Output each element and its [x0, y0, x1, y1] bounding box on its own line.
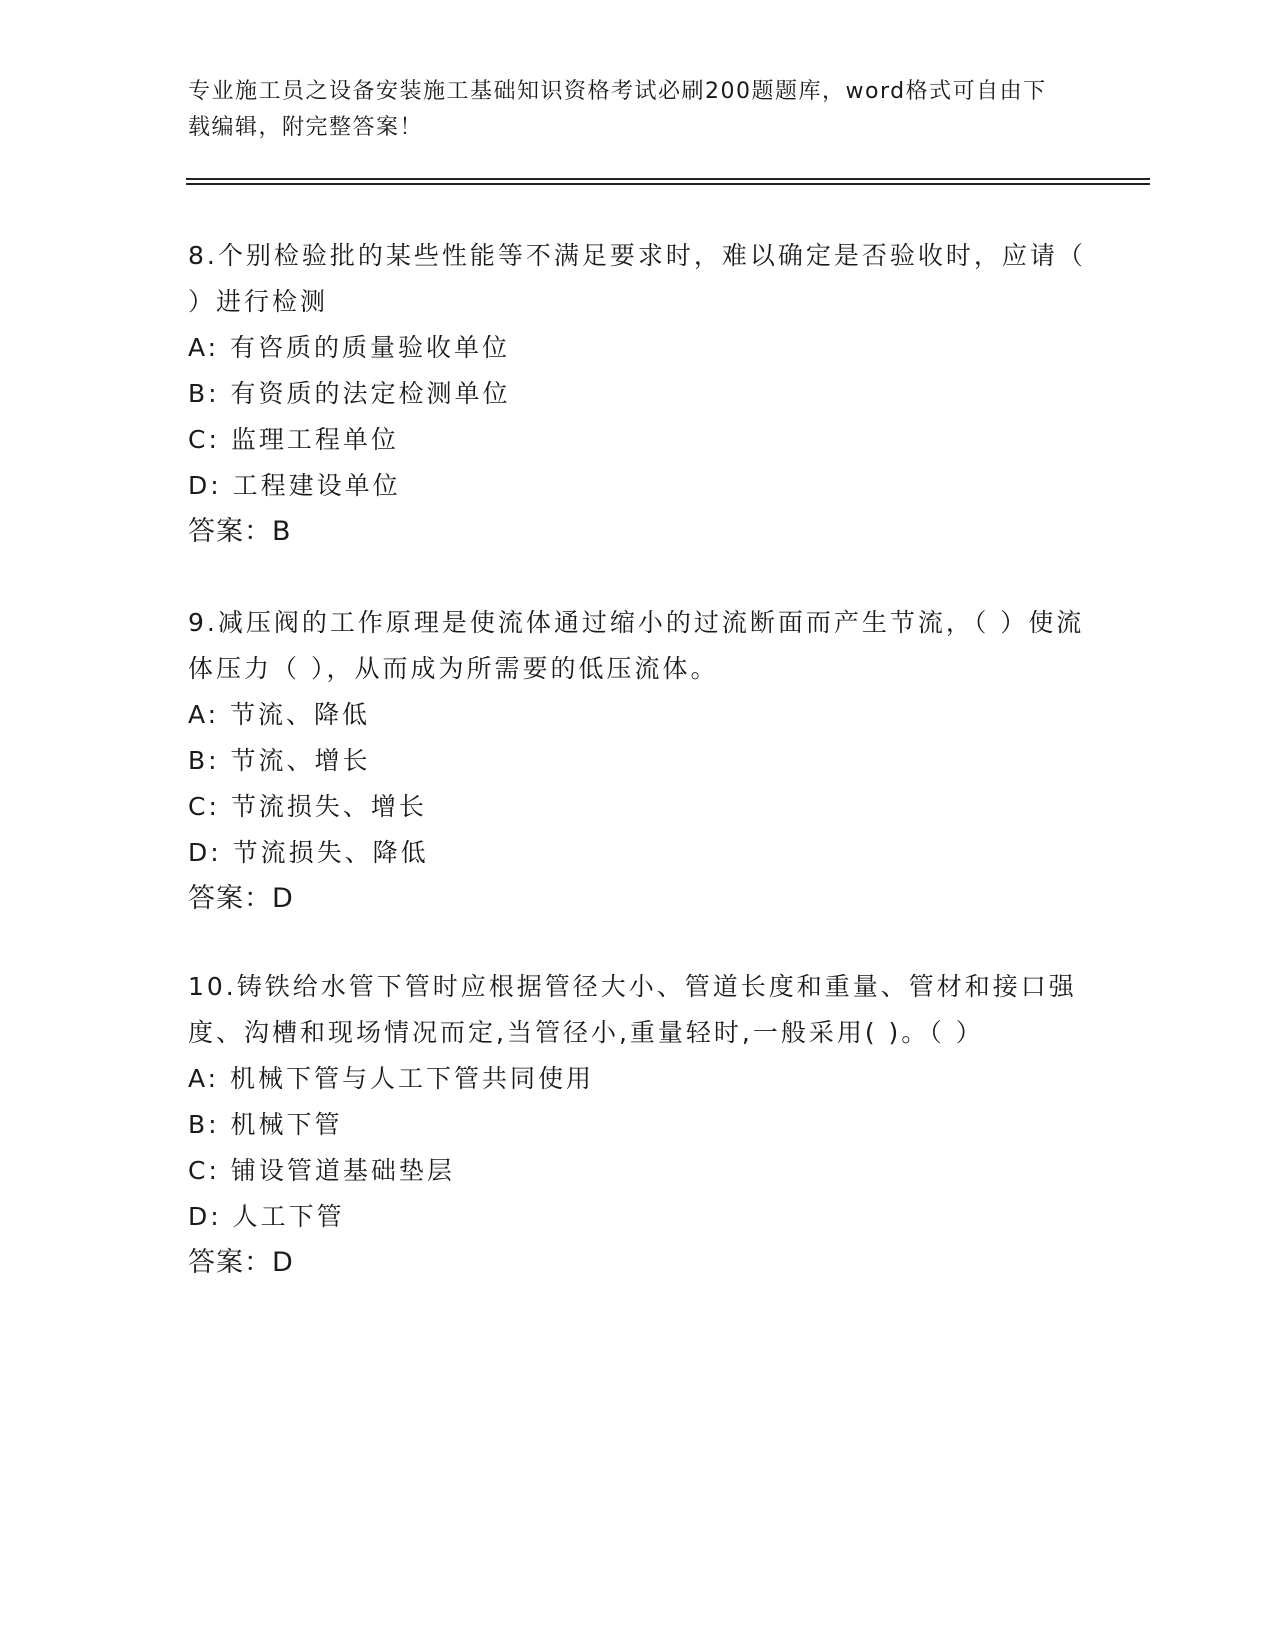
option-d: D: 人工下管 [188, 1202, 345, 1231]
question-text: 8.个别检验批的某些性能等不满足要求时，难以确定是否验收时，应请（ ）进行检测 [188, 241, 1086, 316]
answer: 答案：D [188, 1247, 294, 1278]
header-divider-bottom [186, 183, 1150, 185]
option-c: C: 监理工程单位 [188, 425, 399, 454]
option-d: D: 节流损失、降低 [188, 838, 429, 867]
option-b: B: 机械下管 [188, 1110, 343, 1139]
document-header: 专业施工员之设备安装施工基础知识资格考试必刷200题题库，word格式可自由下载编辑，附完整答案！ [188, 79, 1047, 140]
question-9 [188, 600, 1088, 922]
question-8 [188, 233, 1088, 555]
option-c: C: 铺设管道基础垫层 [188, 1156, 455, 1185]
answer: 答案：B [188, 516, 292, 547]
header-divider-top [186, 178, 1150, 180]
option-c: C: 节流损失、增长 [188, 792, 427, 821]
question-text: 9.减压阀的工作原理是使流体通过缩小的过流断面而产生节流，（ ）使流体压力（ ），从而成为所需要的低压流体。 [188, 608, 1085, 683]
option-a: A: 节流、降低 [188, 700, 371, 729]
option-b: B: 有资质的法定检测单位 [188, 379, 511, 408]
answer: 答案：D [188, 883, 294, 914]
option-d: D: 工程建设单位 [188, 471, 401, 500]
question-text: 10.铸铁给水管下管时应根据管径大小、管道长度和重量、管材和接口强度、沟槽和现场情况而定,当管径小,重量轻时,一般采用( )。（ ） [188, 972, 1077, 1047]
option-b: B: 节流、增长 [188, 746, 371, 775]
question-10 [188, 964, 1088, 1286]
option-a: A: 机械下管与人工下管共同使用 [188, 1064, 595, 1093]
option-a: A: 有咨质的质量验收单位 [188, 333, 511, 362]
